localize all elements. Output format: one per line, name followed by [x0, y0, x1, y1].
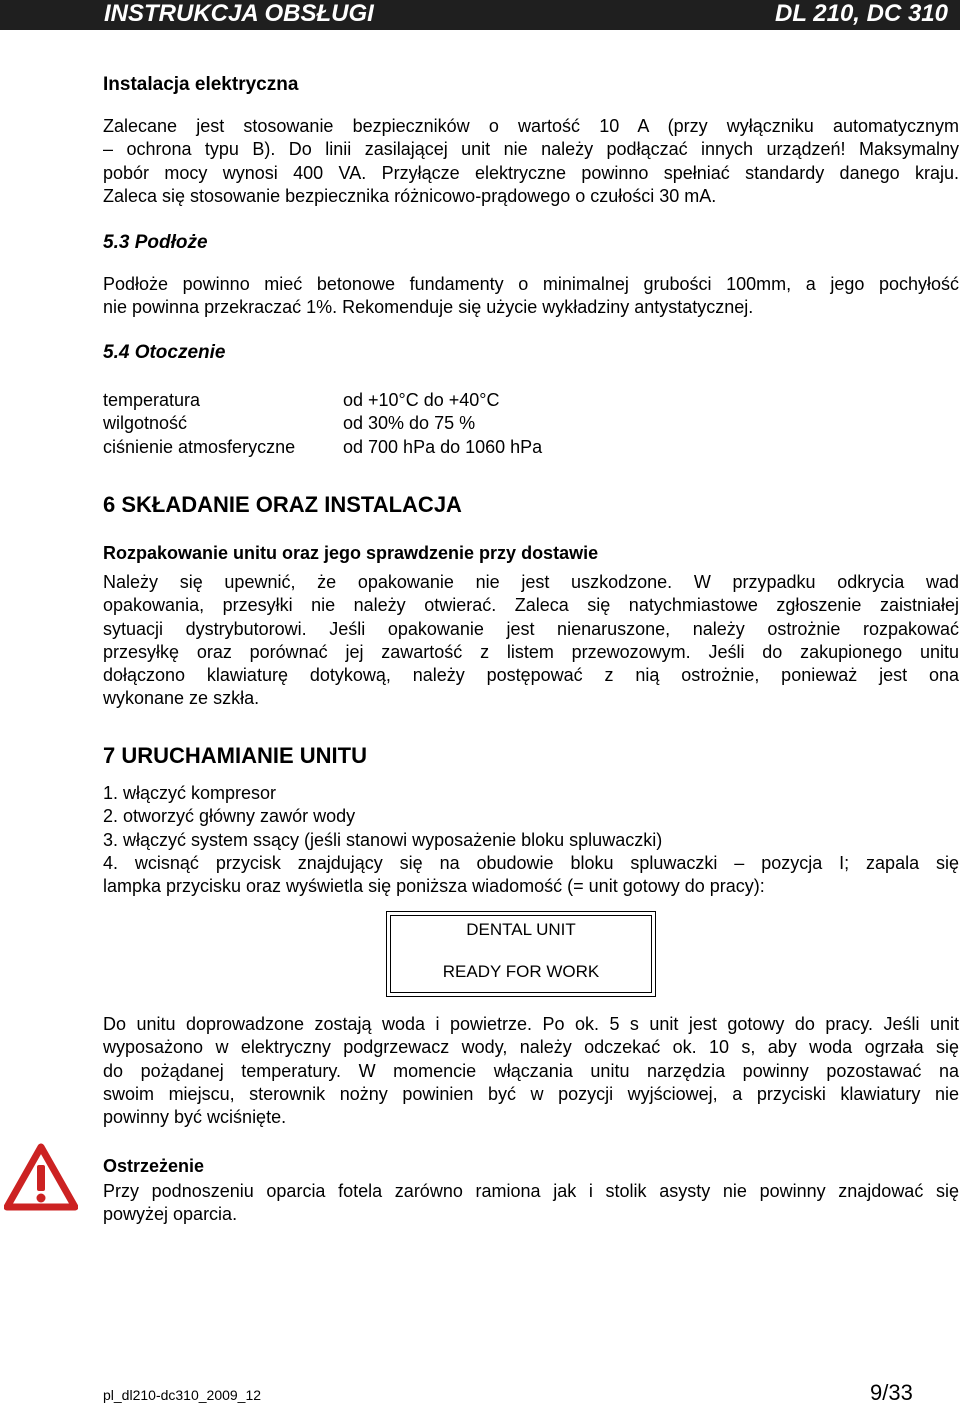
display-message-box: [386, 911, 656, 997]
environment-params: [103, 389, 542, 459]
param-value: od 30% do 75 %: [343, 413, 476, 434]
header-title: INSTRUKCJA OBSŁUGI: [104, 0, 374, 27]
text-line: opakowania, przesyłki nie należy otwierać. Zaleca się natychmiastowe zgłoszenie zaistniałej: [103, 595, 959, 616]
assembly-subheading: Rozpakowanie unitu oraz jego sprawdzenie przy dostawie: [103, 543, 599, 563]
param-name: wilgotność: [103, 413, 188, 434]
step-item: lampka przycisku oraz wyświetla się poniższa wiadomość (= unit gotowy do pracy):: [103, 876, 765, 897]
text-line: Należy się upewnić, że opakowanie nie jest uszkodzone. W przypadku odkrycia wad: [103, 572, 959, 592]
display-line-2: READY FOR WORK: [442, 962, 600, 981]
text-line: powinny być wciśnięte.: [103, 1107, 287, 1128]
text-line: powyżej oparcia.: [103, 1204, 238, 1225]
floor-heading: 5.3 Podłoże: [103, 232, 208, 253]
text-line: Zaleca się stosowanie bezpiecznika różnicowo-prądowego o czułości 30 mA.: [103, 185, 717, 206]
header-model: DL 210, DC 310: [775, 0, 948, 27]
text-line: przesyłkę oraz porównać jej zawartość z listem przewozowym. Jeśli do zakupionego unitu: [103, 641, 959, 662]
warning-triangle-icon: [4, 1143, 78, 1211]
text-line: – ochrona typu B). Do linii zasilającej unit nie należy podłączać innych urządzeń! Maksymalny: [103, 139, 959, 160]
display-line-1: DENTAL UNIT: [466, 920, 576, 939]
text-line: do pożądanej temperatury. W momencie włączania unitu narzędzia powinny pozostawać na: [103, 1060, 959, 1081]
electrical-paragraph: [103, 115, 959, 208]
warning-paragraph: [103, 1180, 959, 1227]
text-line: dołączono klawiaturę dotykową, należy postępować z nią ostrożnie, ponieważ jest ona: [103, 665, 959, 686]
page-header: [0, 0, 960, 30]
floor-paragraph: [103, 273, 959, 320]
text-line: wykonane ze szkła.: [103, 688, 260, 709]
footer-page-number: 9/33: [870, 1380, 913, 1405]
startup-heading: 7 URUCHAMIANIE UNITU: [103, 743, 367, 768]
environment-heading: 5.4 Otoczenie: [103, 342, 226, 363]
param-row: [103, 389, 542, 412]
assembly-paragraph: [103, 571, 959, 711]
step-item: 4. wcisnąć przycisk znajdujący się na obudowie bloku spluwaczki – pozycja I; zapala się: [103, 852, 959, 873]
param-name: temperatura: [103, 390, 201, 410]
startup-after-paragraph: [103, 1013, 959, 1129]
param-row: [103, 436, 542, 459]
text-line: Do unitu doprowadzone zostają woda i powietrze. Po ok. 5 s unit jest gotowy do pracy. Jeśli unit: [103, 1014, 959, 1034]
text-line: wyposażono w elektryczny podgrzewacz wody, należy odczekać ok. 10 s, aby woda ogrzała się: [103, 1037, 959, 1058]
text-line: pobór mocy wynosi 400 VA. Przyłącze elektryczne powinno spełniać standardy danego kraju.: [103, 162, 959, 183]
step-item: 1. włączyć kompresor: [103, 783, 277, 803]
text-line: Przy podnoszeniu oparcia fotela zarówno ramiona jak i stolik asysty nie powinny znajdować się: [103, 1181, 959, 1201]
param-value: od 700 hPa do 1060 hPa: [343, 436, 543, 457]
startup-steps: [103, 782, 959, 898]
assembly-heading: 6 SKŁADANIE ORAZ INSTALACJA: [103, 492, 462, 517]
text-line: swoim miejscu, sterownik nożny powinien być w pozycji wyjściowej, a przyciski klawiatury nie: [103, 1083, 959, 1104]
text-line: Podłoże powinno mieć betonowe fundamenty o minimalnej grubości 100mm, a jego pochyłość: [103, 274, 959, 294]
text-line: Zalecane jest stosowanie bezpieczników o wartość 10 A (przy wyłączniku automatycznym: [103, 116, 959, 136]
footer-doc-code: pl_dl210-dc310_2009_12: [103, 1387, 262, 1403]
step-item: 2. otworzyć główny zawór wody: [103, 806, 356, 827]
electrical-heading: Instalacja elektryczna: [103, 74, 299, 95]
warning-heading: Ostrzeżenie: [103, 1156, 205, 1176]
step-item: 3. włączyć system ssący (jeśli stanowi wyposażenie bloku spluwaczki): [103, 829, 663, 850]
text-line: sytuacji dystrybutorowi. Jeśli opakowanie jest nienaruszone, należy ostrożnie rozpakować: [103, 618, 959, 639]
param-value: od +10°C do +40°C: [343, 390, 500, 410]
param-name: ciśnienie atmosferyczne: [103, 436, 296, 457]
text-line: nie powinna przekraczać 1%. Rekomenduje się użycie wykładziny antystatycznej.: [103, 297, 754, 318]
param-row: [103, 412, 542, 435]
